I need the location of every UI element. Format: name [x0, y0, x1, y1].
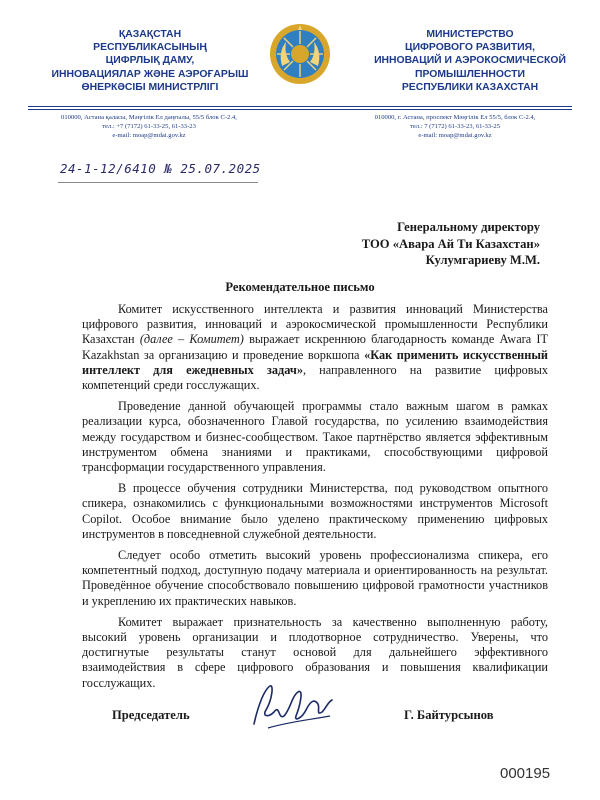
ministry-name-kazakh	[40, 28, 260, 94]
address-line: тел.: +7 (7172) 61-33-25, 61-33-23	[102, 123, 196, 130]
address-kazakh	[34, 113, 264, 140]
header-divider	[28, 106, 572, 107]
ministry-ru-line: ЦИФРОВОГО РАЗВИТИЯ,	[404, 42, 536, 54]
ministry-ru-line: ИННОВАЦИЙ И АЭРОКОСМИЧЕСКОЙ	[374, 55, 566, 67]
paragraph: Следует особо отметить высокий уровень профессионализма спикера, его компетентный подход, доступную подачу материала и ориентированность на результат. Проведённое обучение способствовало повышению цифровой грамотности участников и укреплению их практических навыков.	[82, 548, 548, 608]
paragraph: Комитет выражает признательность за качественно выполненную работу, высокий уровень организации и плодотворное сотрудничество. Уверены, что достигнутые результаты станут основой для дальнейшего эффективного взаимодействия в сфере цифрового образования и повышения квалификации госслужащих.	[82, 614, 548, 690]
workshop-title: «Как применить искусственный интеллект для ежедневных задач»	[82, 347, 549, 377]
handwritten-signature	[248, 676, 338, 736]
header-divider	[28, 109, 572, 110]
state-emblem-icon	[268, 22, 332, 86]
letter-body	[82, 302, 548, 697]
ministry-kz-line: ЦИФРЛЫҚ ДАМУ,	[105, 55, 195, 67]
ministry-kz-line: РЕСПУБЛИКАСЫНЫҢ	[93, 42, 207, 54]
address-line: 010000, Астана қаласы, Мәңгілік Ел даңғылы, 55/5 блок С-2.4,	[61, 114, 237, 121]
address-line: тел.: 7 (7172) 61-33-23, 61-33-25	[409, 123, 501, 130]
ministry-kz-line: ҚАЗАҚСТАН	[118, 29, 182, 40]
abbreviation-note: (далее – Комитет)	[139, 332, 244, 347]
paragraph: Проведение данной обучающей программы стало важным шагом в рамках реализации курса, обозначенного Главой государства, по усилению взаимодействия между государством и бизнес-сообществом. Такое партнёрство является эффективным инструментом обмена знаниями и практиками, способствующими цифровой трансформации государственного управления.	[82, 399, 548, 475]
letter-title: Рекомендательное письмо	[225, 280, 375, 294]
document-number: 000195	[500, 765, 551, 782]
ministry-ru-line: РЕСПУБЛИКИ КАЗАХСТАН	[401, 81, 539, 93]
address-line: 010000, г. Астана, проспект Мәңгілік Ел 55/5, блок С-2.4,	[374, 114, 536, 121]
signatory-role: Председатель	[112, 708, 190, 722]
ministry-name-russian	[360, 28, 580, 94]
address-line: e-mail: moap@mdai.gov.kz	[418, 132, 492, 139]
address-russian	[340, 113, 570, 140]
paragraph: В процессе обучения сотрудники Министерства, под руководством опытного спикера, ознакомились с функциональными возможностями инструментов Microsoft Copilot. Особое внимание было уделено практическому применению цифровых инструментов в повседневной служебной деятельности.	[82, 481, 548, 541]
registration-number: 24-1-12/6410 № 25.07.2025	[60, 161, 261, 176]
addressee-block	[362, 219, 540, 269]
signatory-name: Г. Байтурсынов	[404, 708, 494, 722]
registration-underline	[58, 182, 258, 183]
addressee-line: Кулумгариеву М.М.	[425, 253, 540, 267]
paragraph: Комитет искусственного интеллекта и развития инноваций Министерства цифрового развития, инноваций и аэрокосмической промышленности Республики Казахстан (далее – Комитет) выражает искреннюю благодарность команде Awara IT Kazakhstan за организацию и проведение воркшопа «Как применить искусственный интеллект для ежедневных задач», направленного на развитие цифровых компетенций среди госслужащих.	[82, 302, 549, 393]
ministry-ru-line: ПРОМЫШЛЕННОСТИ	[415, 68, 525, 80]
addressee-line: Генеральному директору	[397, 220, 540, 234]
address-line: e-mail: moap@mdai.gov.kz	[112, 132, 186, 139]
addressee-line: ТОО «Авара Ай Ти Казахстан»	[361, 236, 540, 251]
ministry-kz-line: ӨНЕРКӘСІБІ МИНИСТРЛІГІ	[81, 81, 219, 93]
ministry-ru-line: МИНИСТЕРСТВО	[426, 29, 514, 40]
ministry-kz-line: ИННОВАЦИЯЛАР ЖӘНЕ АЭРОҒАРЫШ	[51, 68, 249, 80]
